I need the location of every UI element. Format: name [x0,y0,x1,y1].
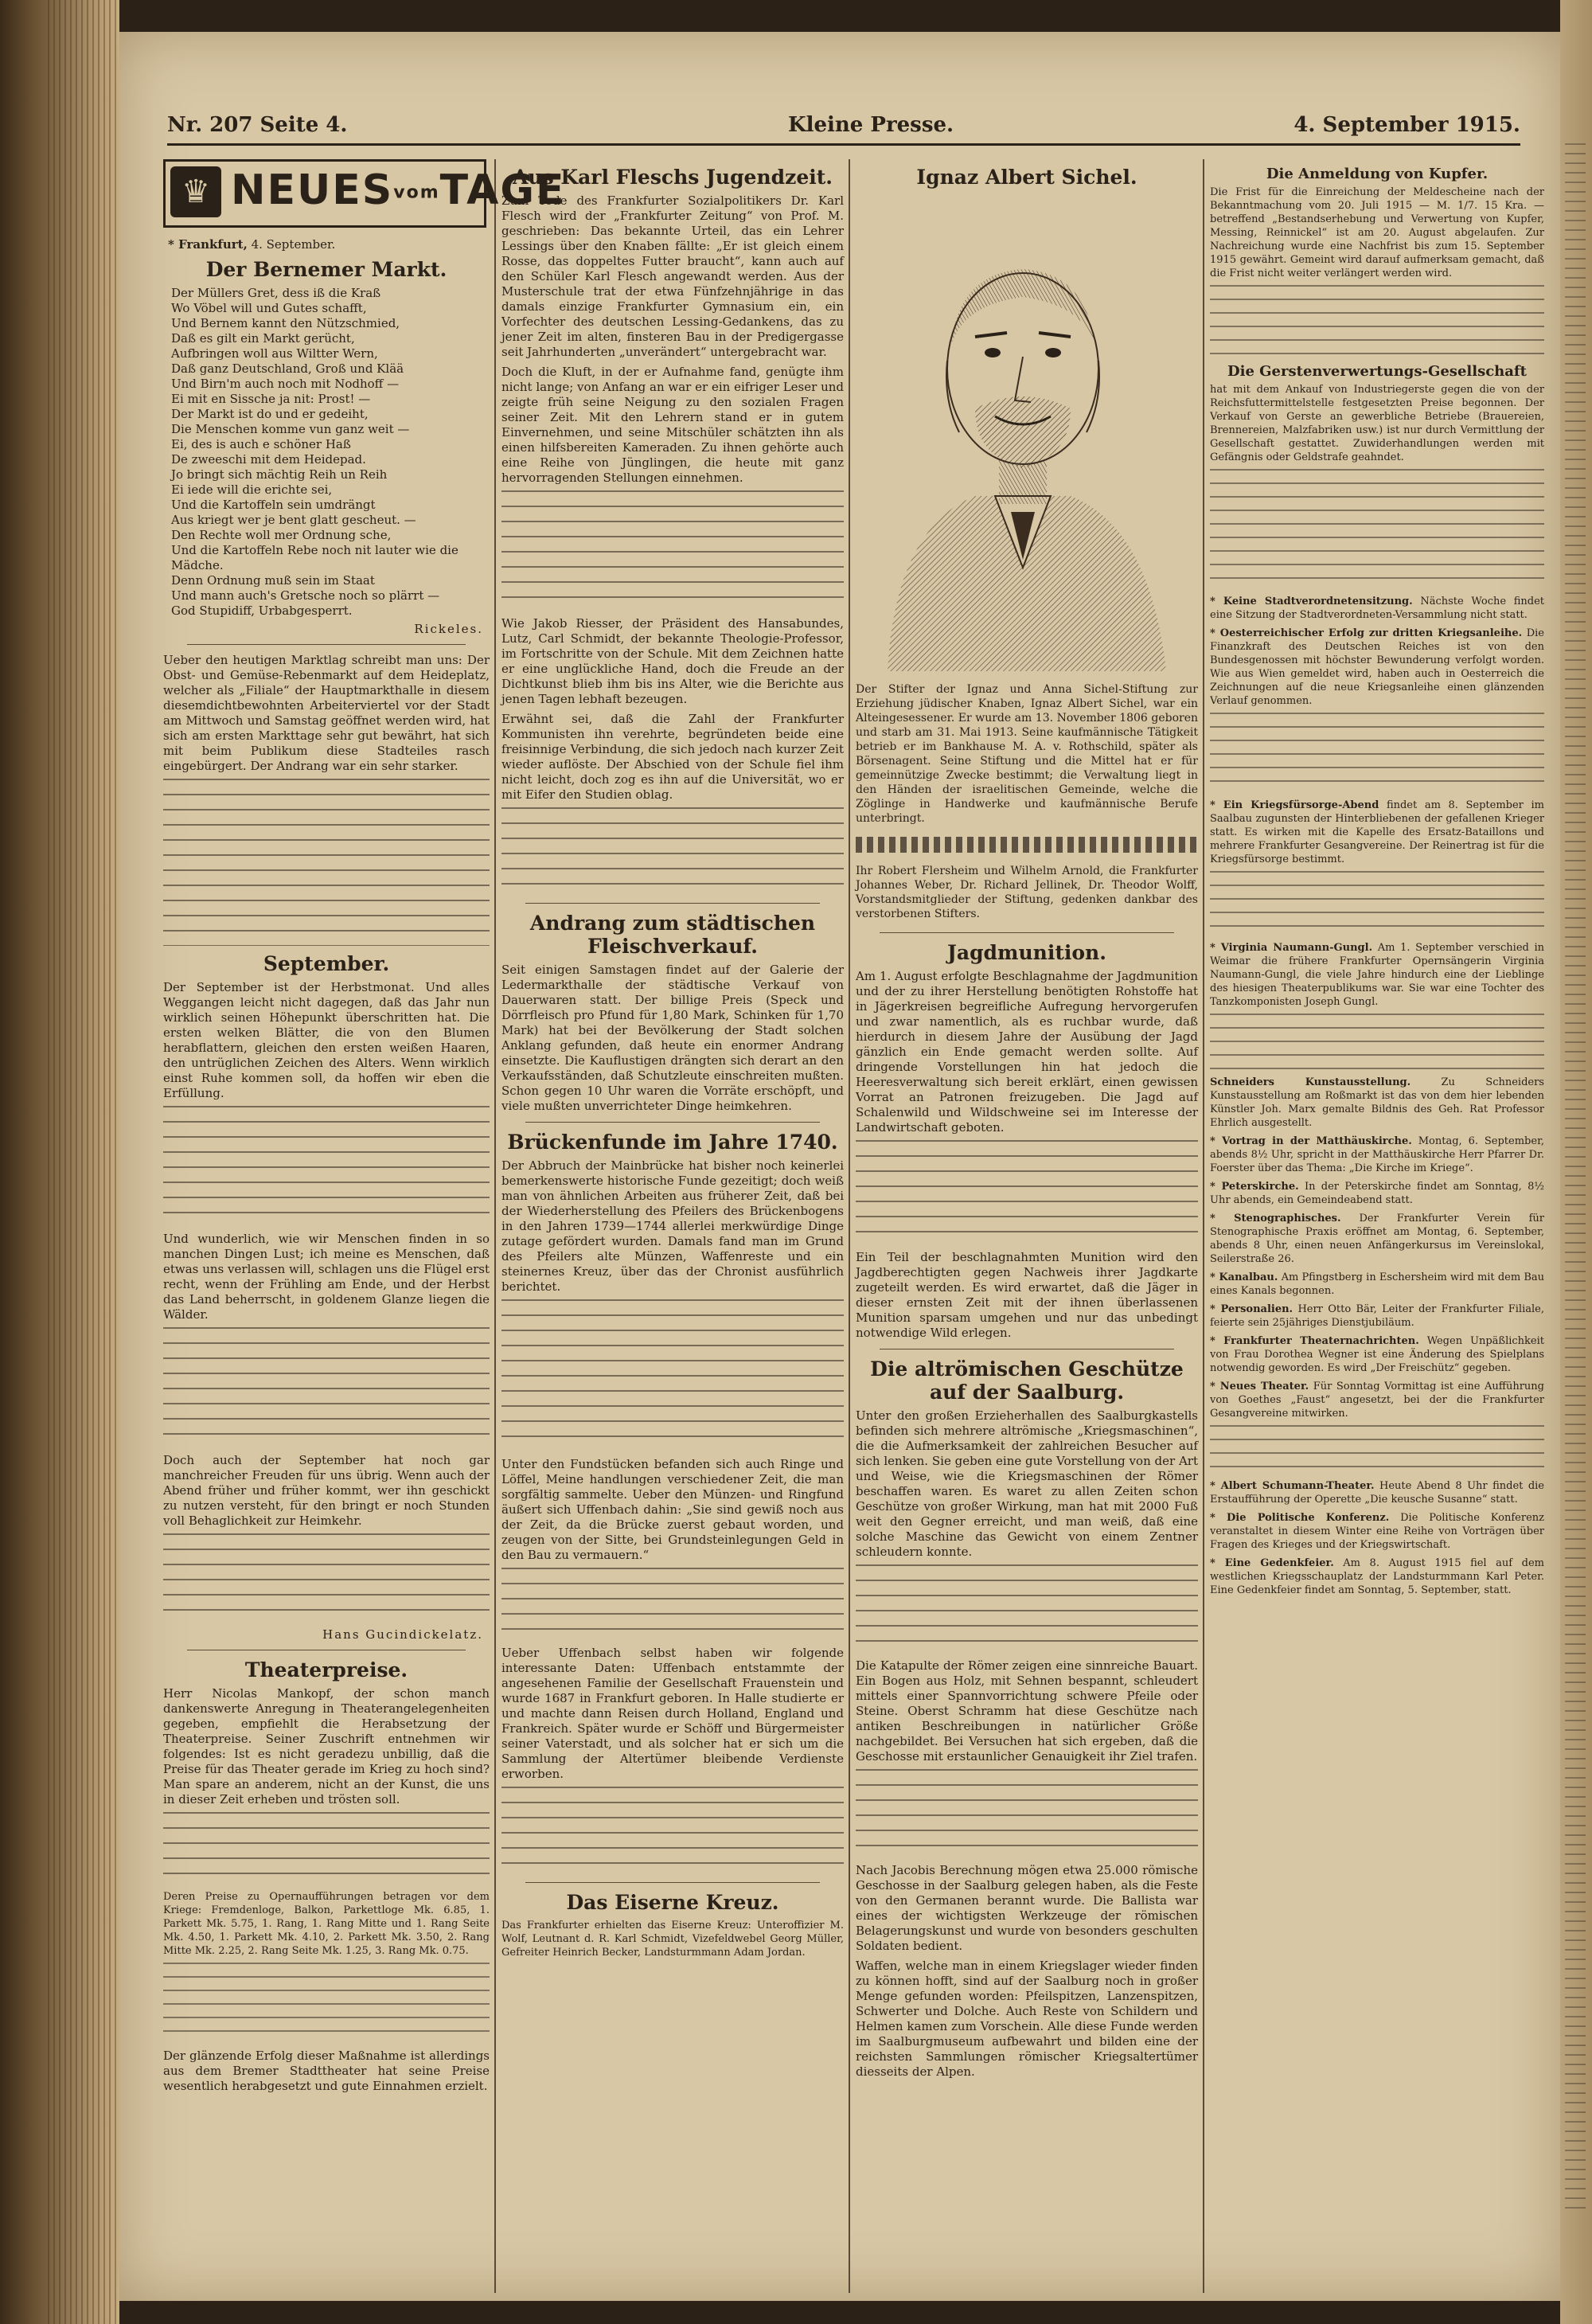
paragraph: Die Katapulte der Römer zeigen eine sinnreiche Bauart. Ein Bogen aus Holz, mit Sehnen bespannt, schleudert mittels einer Spannvorrichtung schwere Pfeile oder Steine. Oberst Schramm hat diese Geschütze nach antiken Beschreibungen in natürlicher Größe nachgebildet. Bei Versuchen hat sich ergeben, daß die Geschosse mit erstaunlicher Genauigkeit ihr Ziel trafen. [856,1658,1198,1764]
headline-eisernes-kreuz: Das Eiserne Kreuz. [566,1891,779,1914]
divider [525,903,820,904]
paragraph: Wie Jakob Riesser, der Präsident des Hansabundes, Lutz, Carl Schmidt, der bekannte Theologie-Professor, im Fortschritte von der Schule. Mit dem Zeichnen hatte er eine unglückliche Hand, doch die Freude an der Dichtkunst blieb ihm bis ins Alter, wie die Berichte aus jenen Tagen lebhaft bezeugen. [501,616,844,706]
paragraph: Deren Preise zu Opernaufführungen betragen vor dem Kriege: Fremdenloge, Balkon, Parkettloge Mk. 6.85, 1. Parkett Mk. 5.75, 1. Rang, 1. Rang Mitte und 1. Rang Seite Mk. 4.50, 1. Parkett Mk. 4.10, 2. Parkett Mk. 3.50, 2. Rang Mitte Mk. 2.25, 2. Rang Seite Mk. 1.25, 3. Rang Mk. 0.75. [163,1891,490,1957]
column-rule [849,159,850,2293]
headline-gerste: Die Gerstenverwertungs-Gesellschaft [1227,363,1527,380]
paragraph: Ein Teil der beschlagnahmten Munition wird den Jagdberechtigten gegen Nachweis ihrer Jagdkarte zugeteilt werden. Es wird erwartet, daß die Jäger in dieser ernsten Zeit mit der ihnen überlassenen Munition sparsam umgehen und nur das unbedingt notwendige Wild erlegen. [856,1250,1198,1340]
divider [525,1122,820,1123]
paragraph: Der September ist der Herbstmonat. Und alles Weggangen leicht nicht dagegen, daß das Jahr nun wirklich seinen Höhepunkt überschritten hat. Die ersten welken Blätter, die von den Blumen herabflattern, gleichen den ersten weißen Haaren, den untrüglichen Zeichen des Alters. Wenn wirklich einst Ruhe kommen soll, da hoffen wir eben die Erfüllung. [163,980,490,1100]
facing-page-text [1565,143,1586,2213]
headline-fleischverkauf: Andrang zum städtischen Fleischverkauf. [529,912,816,958]
article-text-block [856,1564,1198,1652]
column-3 [856,159,1198,2293]
news-entry: * Kanalbau. Am Pfingstberg in Eschersheim wird mit dem Bau eines Kanals begonnen. [1210,1271,1544,1297]
headline-september: September. [263,952,390,975]
article-text-block [163,1533,490,1621]
news-entry: * Personalien. Herr Otto Bär, Leiter der Frankfurter Filiale, feierte sein 25jähriges Dienstjubiläum. [1210,1303,1544,1329]
news-entry: * Keine Stadtverordnetensitzung. Nächste Woche findet eine Sitzung der Stadtverordneten-Versammlung nicht statt. [1210,596,1544,621]
article-text-block [1210,1014,1544,1069]
divider [525,1882,820,1883]
paragraph: Seit einigen Samstagen findet auf der Galerie der Ledermarkthalle der städtische Verkauf von Dauerwaren statt. Der billige Preis (Speck und Dörrfleisch pro Pfund für 1,80 Mark, Schinken für 1,70 Mark) hat bei der Bevölkerung der Stadt solchen Anklang gefunden, daß heute ein enormer Andrang einsetzte. Die Kauflustigen drängten sich derart an den Verkaufsständen, daß Schutzleute einschreiten mußten. Schon gegen 10 Uhr waren die Vorräte erschöpft, und viele mußten unverrichteter Dinge heimkehren. [501,963,844,1113]
headline-kupfer: Die Anmeldung von Kupfer. [1266,166,1489,182]
headline-markt: Der Bernemer Markt. [205,258,447,281]
paragraph: Erwähnt sei, daß die Zahl der Frankfurter Kommunisten ihn verehrte, begründeten beide eine freisinnige Verbindung, die sich jedoch nach kurzer Zeit wieder auflöste. Der Abschied von der Schule fiel ihm nicht leicht, doch zog es ihn auf die Universität, wo er mit Eifer den Studien oblag. [501,712,844,802]
section-logo-text: NEUESvomTAGE [231,166,566,214]
headline-theaterpreise: Theaterpreise. [244,1658,408,1681]
column-2 [501,159,844,2293]
news-entry: * Ein Kriegsfürsorge-Abend findet am 8. September im Saalbau zugunsten der Hinterbliebenen der gefallenen Krieger statt. Es wirken mit die Kapelle des Ersatz-Bataillons und mehrere Frankfurter Gesangvereine. Der Reinertrag ist für die Kriegsfürsorge bestimmt. [1210,799,1544,865]
poem-text: Der Müllers Gret, dess iß die Kraß Wo Vöbel will und Gutes schafft, Und Bernem kannt den Nützschmied, Daß es gilt ein Markt gerücht, Aufbringen woll aus Wiltter Wern, Daß ganz Deutschland, Groß und Klää Und Birn'm auch noch mit Nodhoff — Ei mit en Sissche ja nit: Prost! — Der Markt ist do und er gedeiht, Die Menschen komme vun ganz weit — Ei, des is auch e schöner Haß De zweeschi mit dem Heidepad. Jo bringt sich mächtig Reih un Reih Ei iede will die erichte sei, Und die Kartoffeln sein umdrängt Aus kriegt wer je bent glatt gescheut. — Den Rechte woll mer Ordnung sche, Und die Kartoffeln Rebe noch nit lauter wie die Mädche. Denn Ordnung muß sein im Staat Und mann auch's Gretsche noch so plärrt — God Stupidiff, Urbabgesperrt. [171,286,458,618]
article-text-block [501,807,844,895]
poem-signature: Rickeles. [414,622,483,636]
divider [187,644,466,645]
article-text-block [163,1327,490,1447]
paragraph: Waffen, welche man in einem Kriegslager wieder finden zu können hofft, sind auf der Saalburg noch in großer Menge gefunden worden: Pfeilspitzen, Lanzenspitzen, Schwerter und Dolche. Auch Reste von Schildern und Helmen kamen zum Vorschein. Alle diese Funde werden im Saalburgmuseum aufbewahrt und bilden eine der reichsten Sammlungen römischer Kriegsaltertümer diesseits der Alpen. [856,1959,1198,2079]
paragraph: Ueber Uffenbach selbst haben wir folgende interessante Daten: Uffenbach entstammte der angesehenen Familie der Gesellschaft Frauenstein und wurde 1687 in Frankfurt geboren. In Halle studierte er und machte dann Reisen durch Holland, England und Frankreich. Später wurde er Schöff und Bürgermeister seiner Vaterstadt, und als solcher hat er sich um die Sammlung der Altertümer bleibende Verdienste erworben. [501,1646,844,1781]
news-entry: Schneiders Kunstausstellung. Zu Schneiders Kunstausstellung am Roßmarkt ist das von dem hier lebenden Künstler Joh. Marx gemalte Bildnis des Geh. Rat Professor Ehrlich ausgestellt. [1210,1076,1544,1129]
news-entry: * Virginia Naumann-Gungl. Am 1. September verschied in Weimar die frühere Frankfurter Opernsängerin Virginia Naumann-Gungl, die viele Jahre hindurch eine der Lieblinge des hiesigen Theaterpublikums war. Sie war eine Tochter des Tanzkomponisten Joseph Gungl. [1210,942,1544,1008]
article-text-block [856,1140,1198,1244]
news-entry: * Stenographisches. Der Frankfurter Verein für Stenographische Praxis eröffnet am Montag, 6. September, abends 8 Uhr, einen neuen Anfängerkursus im Vereinslokal, Seilerstraße 26. [1210,1213,1544,1265]
paragraph: Die Frist für die Einreichung der Meldescheine nach der Bekanntmachung vom 20. Juli 1915 — M. 1/7. 15 Kra. — betreffend „Bestandserhebung und Verwertung von Kupfer, Messing, Reinnickel“ ist am 20. August abgelaufen. Zur Nachreichung wurde eine Nachfrist bis zum 15. September 1915 gewährt. Gemeint wird darauf aufmerksam gemacht, daß die Frist nicht weiter verlängert werden wird. [1210,186,1544,279]
news-entry: * Albert Schumann-Theater. Heute Abend 8 Uhr findet die Erstaufführung der Operette „Die keusche Susanne“ statt. [1210,1480,1545,1506]
paragraph: Der Abbruch der Mainbrücke hat bisher noch keinerlei bemerkenswerte historische Funde gezeitigt; doch weiß man von ähnlichen Arbeiten aus früherer Zeit, daß bei der Wiederherstellung des Pfeilers des Brückenbogens in den Jahren 1739—1744 allerlei merkwürdige Dinge zutage gefördert wurden. Damals fand man im Grund des Pfeilers alte Münzen, Waffenreste und ein steinernes Kreuz, über das der Chronist ausführlich berichtet. [501,1158,844,1294]
paragraph: Doch die Kluft, in der er Aufnahme fand, genügte ihm nicht lange; von Anfang an war er ein eifriger Leser und zeigte früh seine Neigung zu den sozialen Fragen seiner Zeit. Mit den Lehrern stand er in gutem Einvernehmen, und seine Mitschüler schätzten ihn als einen hilfsbereiten Kameraden. Zu ihnen gehörte auch eine Reihe von Jünglingen, die heute mit ganz hervorragenden Stellungen einnehmen. [501,365,844,485]
headline-jagdmunition: Jagdmunition. [947,941,1106,964]
news-entry: * Neues Theater. Für Sonntag Vormittag ist eine Aufführung von Goethes „Faust“ angesetzt, bei der die Frankfurter Gesangvereine mitwirken. [1210,1381,1544,1420]
article-text-block [1210,713,1544,792]
paragraph: Zum Tode des Frankfurter Sozialpolitikers Dr. Karl Flesch wird der „Frankfurter Zeitung“ von Prof. M. geschrieben: Das bekannte Urteil, das ein Lehrer Lessings über den Knaben fällte: „Er ist gleich einem Rosse, das doppeltes Futter braucht“, kann auch auf den Schüler Karl Flesch angewandt werden. Aus der Musterschule trat der etwa Fünfzehnjährige in das damals einzige Frankfurter Gymnasium ein, ein Vorfechter des deutschen Lessing-Gedankens, das zu jener Zeit im alten, finsteren Bau in der Predigergasse seit Jahrhunderten „unverändert“ untergebracht war. [501,193,844,359]
paragraph: hat mit dem Ankauf von Industriegerste gegen die von der Reichsfuttermittelstelle festgesetzten Preise begonnen. Der Verkauf von Gerste an gewerbliche Betriebe (Brauereien, Brennereien, Malzfabriken usw.) ist nur durch Vermittlung der Gesellschaft gestattet. Zuwiderhandlungen werden mit Gefängnis oder Geldstrafe geahndet. [1210,384,1544,463]
news-entry: * Eine Gedenkfeier. Am 8. August 1915 fiel auf dem westlichen Kriegsschauplatz der Landsturmmann Karl Peter. Eine Gedenkfeier findet am Sonntag, 5. September, statt. [1210,1557,1544,1596]
portrait-illustration [856,193,1190,671]
news-entry: * Vortrag in der Matthäuskirche. Montag, 6. September, abends 8½ Uhr, spricht in der Matthäuskirche Herr Pfarrer Dr. Foerster über das Thema: „Die Kirche im Kriege“. [1210,1135,1544,1174]
section-logo [163,159,566,228]
column-rule [494,159,496,2293]
ornamental-divider [856,837,1198,853]
article-text-block [163,1106,490,1225]
paragraph: Doch auch der September hat noch gar manchreicher Freuden für uns übrig. Wenn auch der Abend früher und früher kommt, wer ihn geschickt zu nutzen versteht, für den bringt er noch Stunden voll Behaglichkeit zur Heimkehr. [163,1453,490,1528]
portrait-caption: Der Stifter der Ignaz und Anna Sichel-Stiftung zur Erziehung jüdischer Knaben, Ignaz Albert Sichel, war ein Alteingesessener. Er wurde am 13. November 1806 geboren und starb am 31. Mai 1913. Seine kaufmännische Tätigkeit betrieb er im Bankhause M. A. v. Rothschild, später als Börsenagent. Seine Stiftung und die Mittel hat er für gemeinnützige Zwecke bestimmt; die Verwaltung liegt in den Händen der israelitischen Gemeinde, welche die Zöglinge in Handwerke und kaufmännische Berufe unterbringt. [856,683,1198,825]
paragraph: Ueber den heutigen Marktlag schreibt man uns: Der Obst- und Gemüse-Rebenmarkt auf dem Heideplatz, welcher als „Filiale“ der Hauptmarkthalle in diesem diesemdichtbewohnten Arbeiterviertel vor der Stadt am Mittwoch und Samstag geöffnet werden wird, hat sich am ersten Markttage sehr gut bewährt, hat sich mit beim Publikum diese Stadteiles rasch eingebürgert. Der Andrang war ein sehr starker. [163,653,490,773]
article-text-block [163,1812,490,1884]
column-rule [1203,159,1204,2293]
paragraph: Unter den Fundstücken befanden sich auch Ringe und Löffel, Meine handlungen verschiedener Zeit, die man sorgfältig sammelte. Ueber den Münzen- und Ringfund äußert sich Uffenbach dahin: „Sie sind gewiß noch aus der Zeit, da die Brücke zuerst gebaut worden, und zeugen von der Sitte, bei Grundsteinlegungen Geld in den Bau zu vermauern.“ [501,1457,844,1562]
page-header [167,111,1520,146]
headline-saalburg: Die altrömischen Geschütze auf der Saalburg. [870,1357,1184,1404]
headline-sichel: Ignaz Albert Sichel. [916,166,1137,189]
divider [880,932,1174,933]
paragraph: Unter den großen Erzieherhallen des Saalburgkastells befinden sich mehrere altrömische „Kriegsmaschinen“, die die Aufmerksamkeit der zahlreichen Besucher auf sich lenken. Sie geben eine gute Vorstellung von der Art und Weise, wie die Kriegsmaschinen der Römer beschaffen waren. Es waret zu allen Zeiten schon Geschütze von großer Wirkung, man hat mit 2000 Fuß weit den Gegner erreicht, und man weiß, daß eine solche Maschine das Gewicht von einem Zentner schleudern konnte. [856,1408,1198,1559]
paragraph: Das Frankfurter erhielten das Eiserne Kreuz: Unteroffizier M. Wolf, Leutnant d. R. Karl Schmidt, Vizefeldwebel Georg Müller, Gefreiter Heinrich Becker, Landsturmmann Adam Jordan. [501,1920,844,1959]
paragraph: Nach Jacobis Berechnung mögen etwa 25.000 römische Geschosse in der Saalburg gelegen haben, als die Feste von den Germanen berannt wurde. Die Ballista war eines der wichtigsten Werkzeuge der römischen Belagerungskunst und wurde von besonders geschulten Soldaten bedient. [856,1863,1198,1953]
article-text-block [501,1299,844,1451]
article-text-block [856,1769,1198,1857]
headline-flesch: Aus Karl Fleschs Jugendzeit. [513,166,833,189]
book-spine [0,0,119,2324]
news-entry: * Oesterreichischer Erfolg zur dritten Kriegsanleihe. Die Finanzkraft des Deutschen Reiches ist von den Bundesgenossen mit höchster Bewunderung verfolgt worden. Wie aus Wien gemeldet wird, haben auch in Oesterreich die Zeichnungen auf die neue Kriegsanleihe einen glänzenden Verlauf genommen. [1210,627,1544,707]
article-text-block [163,1963,490,2042]
newspaper-title: Kleine Presse. [788,113,954,137]
headline-brueckenfunde: Brückenfunde im Jahre 1740. [507,1131,838,1154]
paragraph: Der glänzende Erfolg dieser Maßnahme ist allerdings aus dem Bremer Stadttheater hat seine Preise wesentlich herabgesetzt und gute Einnahmen erzielt. [163,2049,490,2093]
news-entry: * Peterskirche. In der Peterskirche findet am Sonntag, 8½ Uhr abends, ein Gemeindeabend statt. [1210,1181,1544,1206]
dateline: * Frankfurt, 4. September. [168,237,336,252]
article-text-block [1210,469,1544,588]
article-signature: Hans Gucindickelatz. [322,1627,483,1642]
column-1 [163,159,566,2293]
article-text-block [501,490,844,610]
news-entry: * Frankfurter Theaternachrichten. Wegen Unpäßlichkeit von Frau Dorothea Wegner ist eine Änderung des Spielplans notwendig geworden. Es wird „Der Freischütz“ gegeben. [1210,1335,1544,1374]
issue-date: 4. September 1915. [1294,113,1520,137]
paragraph: Herr Nicolas Mankopf, der schon manch dankenswerte Anregung in Theaterangelegenheiten gegeben, empfiehlt die Herabsetzung der Theaterpreise. Seiner Zuschrift entnehmen wir folgendes: Ist es nicht geradezu unbillig, daß die Preise für das Theater gerade im Krieg zu hoch sind? Man spare an anderem, nicht an der Kunst, die uns in dieser Zeit erheben und trösten soll. [163,1686,490,1806]
page-stack-edges [48,0,119,2324]
issue-number: Nr. 207 Seite 4. [167,113,348,137]
article-text-block [163,779,490,946]
facing-page-edge [1560,0,1592,2324]
newspaper-page [119,32,1560,2301]
article-text-block [1210,285,1544,357]
portrait-engraving [856,193,1190,671]
paragraph: Und wunderlich, wie wir Menschen finden in so manchen Dingen Lust; ich meine es Menschen, daß etwas uns verlassen will, schlagen uns die Flügel erst recht, wenn der Frühling am Ende, und der Herbst das Land beherrscht, in goldenem Glanze liegen die Wälder. [163,1232,490,1322]
column-4 [1210,159,1544,2293]
article-text-block [501,1787,844,1874]
paragraph: Am 1. August erfolgte Beschlagnahme der Jagdmunition und der zu ihrer Herstellung benötigten Rohstoffe hat in Jägerkreisen begreifliche Aufregung hervorgerufen und zwar namentlich, als es ruchbar wurde, daß hierdurch in diesem Jahre der Ausübung der Jagd gänzlich ein Ende gemacht werden sollte. Auf dringende Vorstellungen hin hat jedoch die Heeresverwaltung sich bereit erklärt, einen gewissen Vorrat an Patronen freizugeben. Die Jagd auf Schalenwild und Wildschweine sei im Interesse der Landwirtschaft geboten. [856,969,1198,1135]
portrait-caption-continued: Ihr Robert Flersheim und Wilhelm Arnold, die Frankfurter Johannes Weber, Dr. Richard Jellinek, Dr. Theodor Wolff, Vorstandsmitglieder der Stiftung, gedenken dankbar des verstorbenen Stifters. [856,865,1198,920]
news-entry: * Die Politische Konferenz. Die Politische Konferenz veranstaltet in diesem Winter eine Reihe von Vorträgen über Fragen des Krieges und der Kriegswirtschaft. [1210,1512,1545,1551]
article-text-block [1210,871,1544,935]
eagle-icon: ♛ [170,166,221,217]
article-text-block [1210,1425,1544,1473]
article-text-block [501,1568,844,1639]
